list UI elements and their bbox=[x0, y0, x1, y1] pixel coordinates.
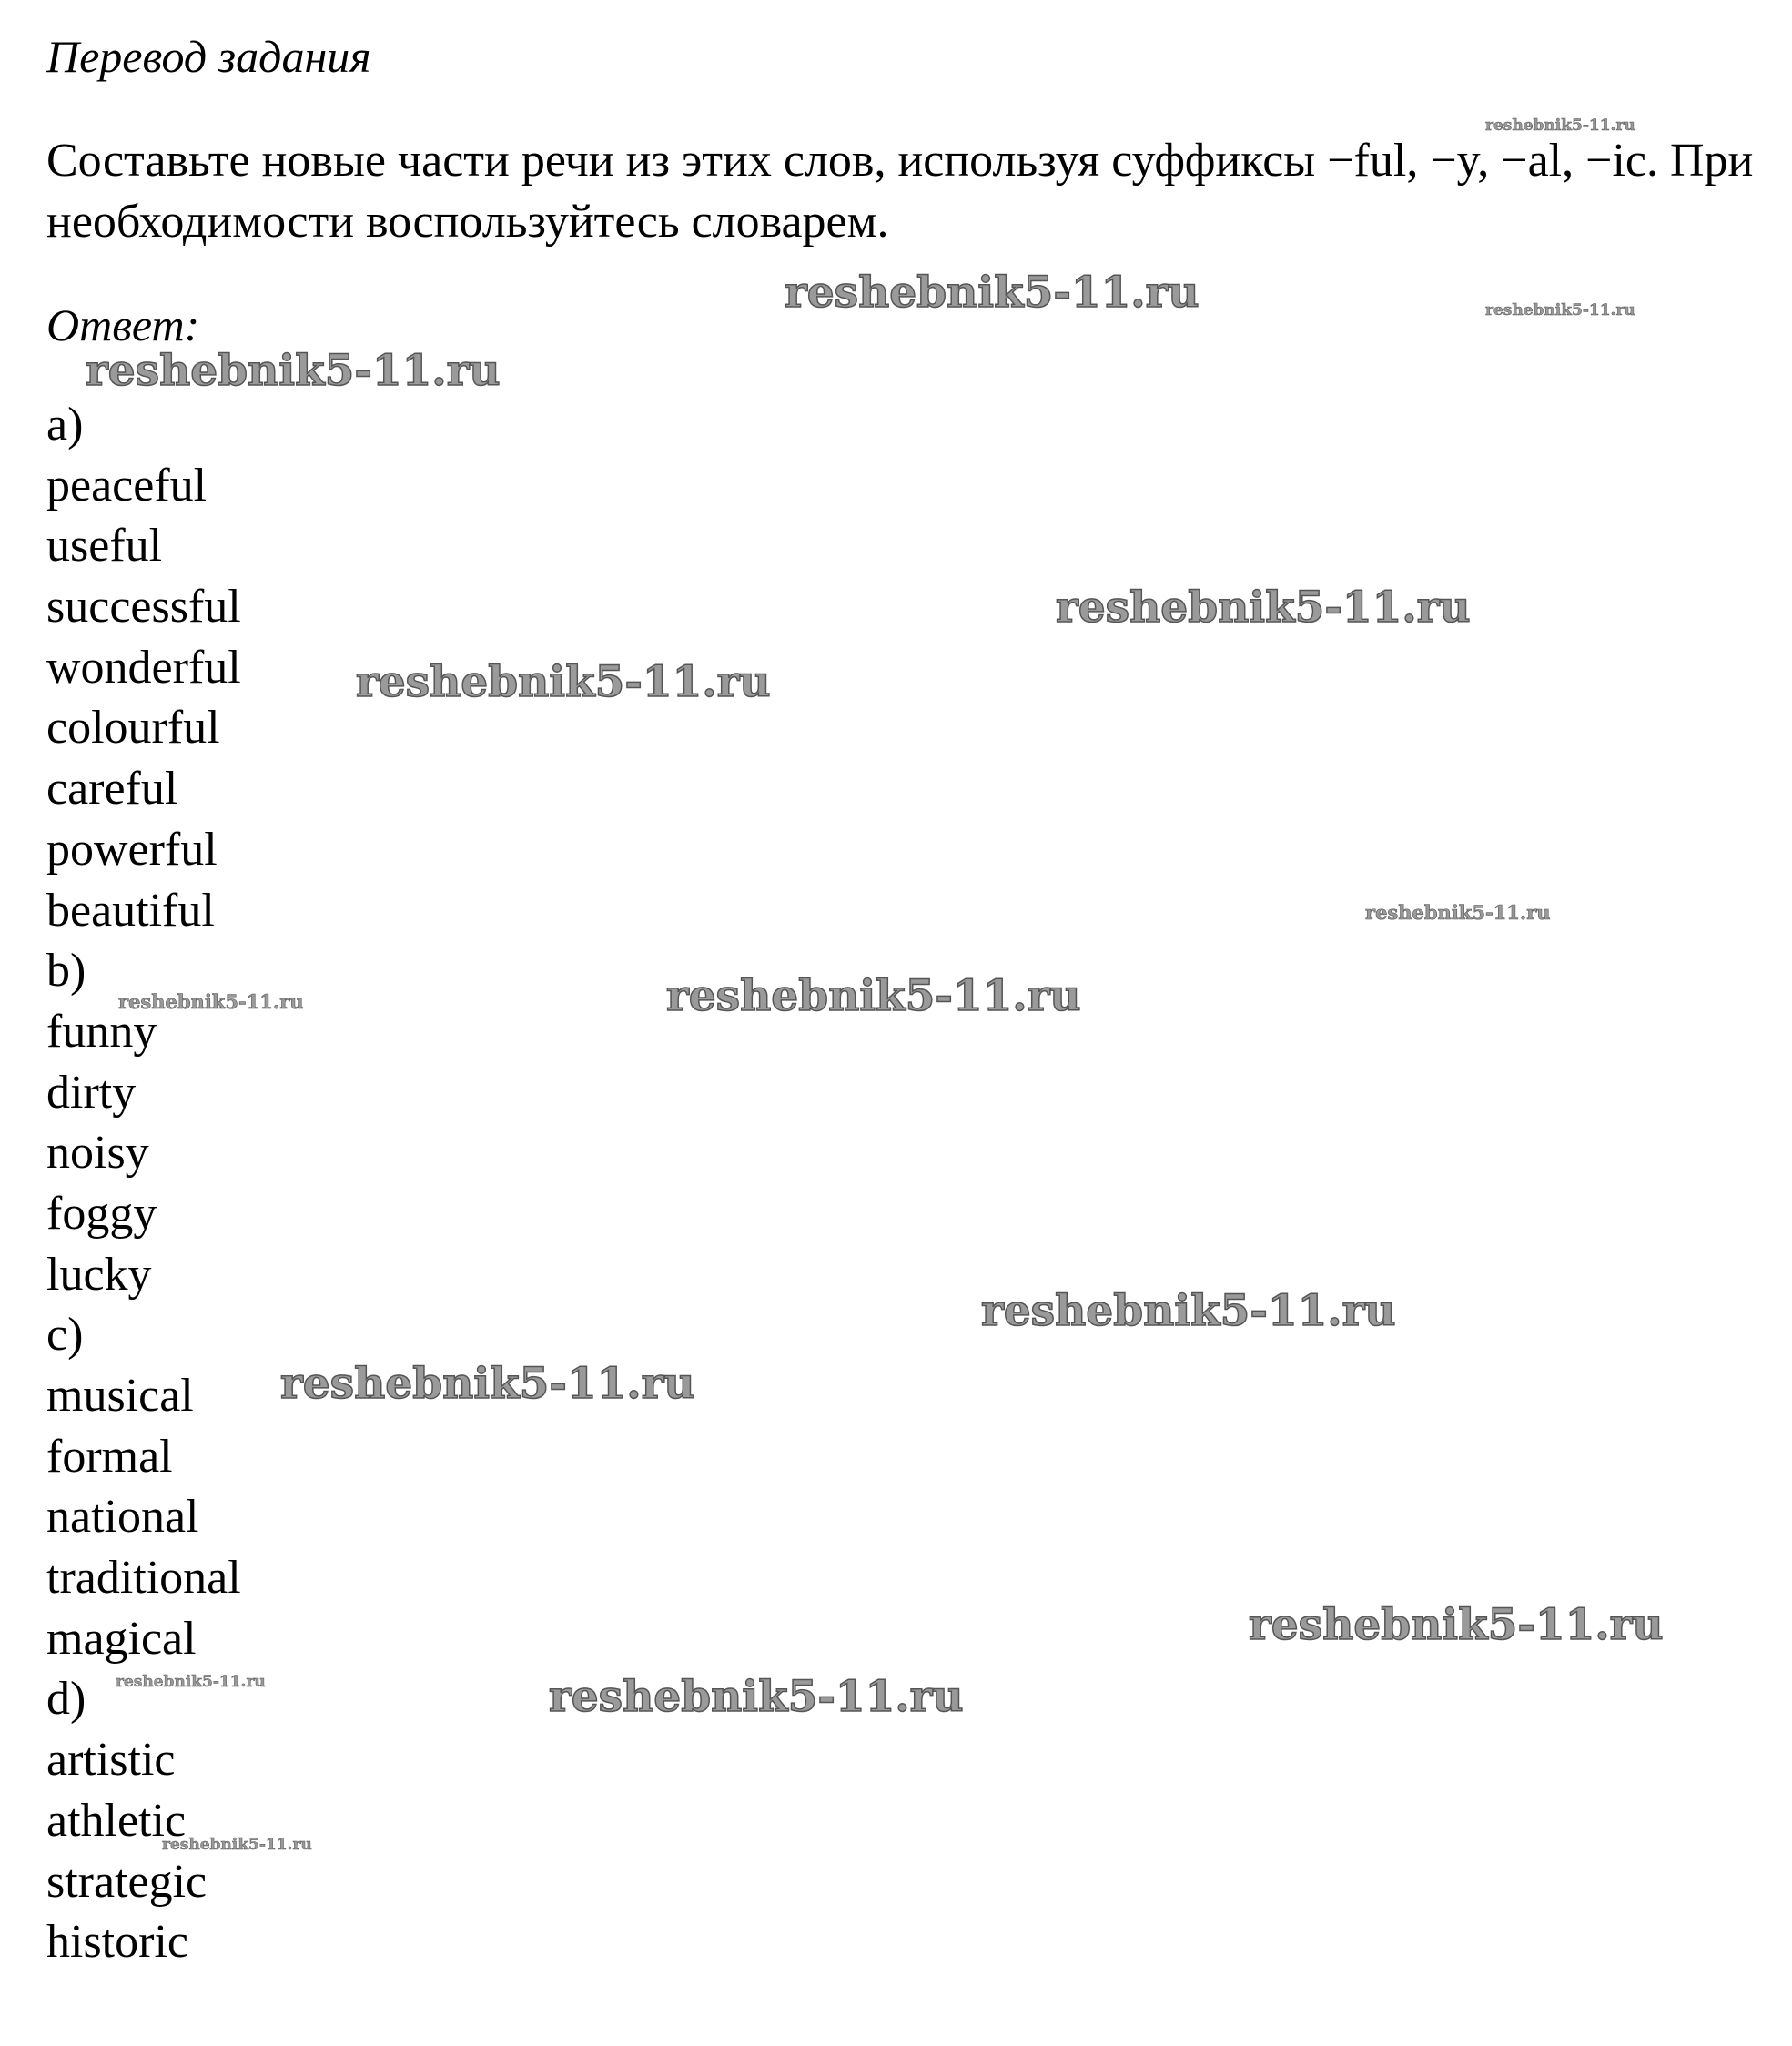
answer-heading: Ответ: bbox=[46, 299, 200, 350]
answer-line: c) bbox=[46, 1309, 84, 1362]
watermark: reshebnik5-11.ru bbox=[116, 1673, 266, 1691]
answer-line: dirty bbox=[46, 1066, 137, 1119]
task-text: Составьте новые части речи из этих слов, используя суффиксы −ful, −y, −al, −ic. При необходимости воспользуйтесь словарем. bbox=[46, 135, 1754, 248]
answer-line: formal bbox=[46, 1430, 173, 1483]
watermark: reshebnik5-11.ru bbox=[981, 1286, 1396, 1336]
answer-line: beautiful bbox=[46, 884, 215, 937]
answer-line: artistic bbox=[46, 1734, 176, 1787]
watermark: reshebnik5-11.ru bbox=[1485, 116, 1635, 135]
answer-line: noisy bbox=[46, 1127, 149, 1180]
answer-line: lucky bbox=[46, 1248, 152, 1301]
task-title: Перевод задания bbox=[46, 31, 371, 82]
answer-line: careful bbox=[46, 763, 178, 815]
watermark: reshebnik5-11.ru bbox=[1485, 301, 1635, 319]
answer-line: funny bbox=[46, 1005, 157, 1058]
answer-line: a) bbox=[46, 399, 84, 451]
watermark: reshebnik5-11.ru bbox=[118, 990, 304, 1013]
answer-line: b) bbox=[46, 945, 86, 998]
watermark: reshebnik5-11.ru bbox=[1365, 901, 1551, 924]
watermark: reshebnik5-11.ru bbox=[785, 268, 1200, 318]
answer-line: historic bbox=[46, 1916, 188, 1969]
answer-line: magical bbox=[46, 1612, 197, 1665]
answer-line: musical bbox=[46, 1370, 194, 1422]
watermark: reshebnik5-11.ru bbox=[280, 1359, 695, 1409]
answer-line: traditional bbox=[46, 1552, 241, 1605]
answer-line: powerful bbox=[46, 823, 218, 876]
answer-line: strategic bbox=[46, 1855, 208, 1908]
answer-line: d) bbox=[46, 1673, 86, 1726]
answer-line: successful bbox=[46, 581, 241, 633]
answer-line: wonderful bbox=[46, 641, 241, 694]
watermark: reshebnik5-11.ru bbox=[1249, 1600, 1664, 1650]
watermark: reshebnik5-11.ru bbox=[356, 657, 771, 707]
watermark: reshebnik5-11.ru bbox=[1056, 582, 1471, 633]
answer-list bbox=[46, 395, 241, 1973]
answer-line: colourful bbox=[46, 702, 220, 755]
answer-line: foggy bbox=[46, 1187, 157, 1240]
answer-line: athletic bbox=[46, 1794, 187, 1847]
answer-line: national bbox=[46, 1491, 199, 1544]
watermark: reshebnik5-11.ru bbox=[666, 971, 1081, 1021]
watermark: reshebnik5-11.ru bbox=[86, 346, 501, 396]
watermark: reshebnik5-11.ru bbox=[162, 1836, 312, 1854]
watermark: reshebnik5-11.ru bbox=[549, 1672, 964, 1722]
answer-line: useful bbox=[46, 520, 163, 572]
answer-line: peaceful bbox=[46, 459, 208, 512]
